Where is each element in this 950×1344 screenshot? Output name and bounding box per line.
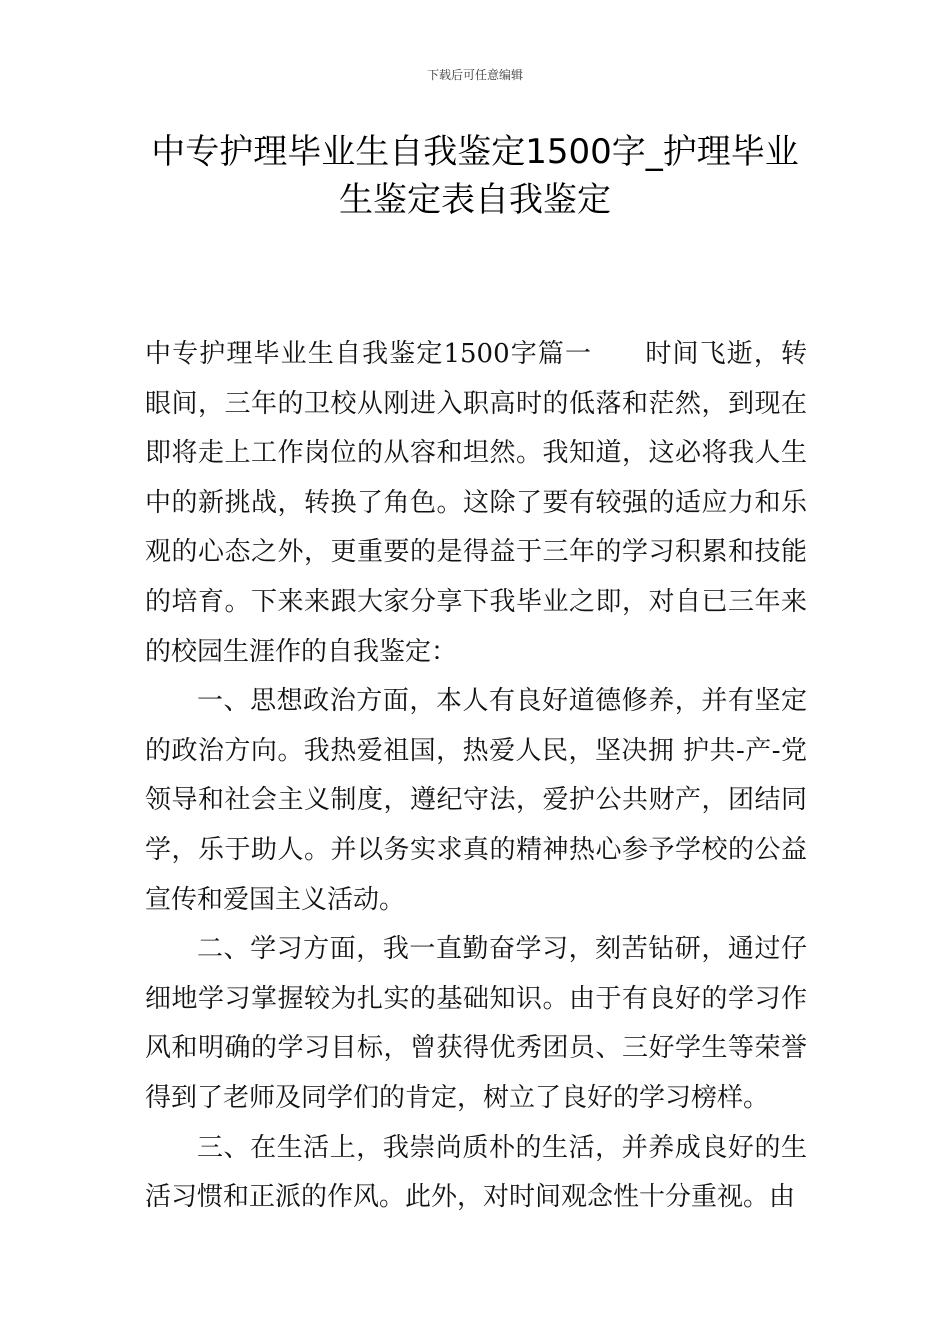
document-title: 中专护理毕业生自我鉴定1500字_护理毕业生鉴定表自我鉴定 xyxy=(151,132,799,220)
section-heading: 中专护理毕业生自我鉴定1500字篇一 xyxy=(145,339,593,369)
header-note: 下载后可任意编辑 xyxy=(426,68,523,82)
paragraph-study: 二、学习方面，我一直勤奋学习，刻苦钻研，通过仔细地学习掌握较为扎实的基础知识。由于有良好的学习作风和明确的学习目标，曾获得优秀团员、三好学生等荣誉得到了老师及同学们的肯定，树立了良好的学习榜样。 xyxy=(145,934,807,1113)
document-body xyxy=(145,330,807,1223)
paragraph-life: 三、在生活上，我崇尚质朴的生活，并养成良好的生活习惯和正派的作风。此外，对时间观念性十分重视。由 xyxy=(145,1132,807,1213)
paragraph-political: 一、思想政治方面，本人有良好道德修养，并有坚定的政治方向。我热爱祖国，热爱人民，坚决拥 护共-产-党领导和社会主义制度，遵纪守法，爱护公共财产，团结同学，乐于助人。并以务实求真的精神热心参予学校的公益宣传和爱国主义活动。 xyxy=(145,686,807,915)
intro-text: 时间飞逝，转眼间，三年的卫校从刚进入职高时的低落和茫然，到现在即将走上工作岗位的从容和坦然。我知道，这必将我人生中的新挑战，转换了角色。这除了要有较强的适应力和乐观的心态之外，更重要的是得益于三年的学习积累和技能的培育。下来来跟大家分享下我毕业之即，对自已三年来的校园生涯作的自我鉴定： xyxy=(145,339,807,667)
intro-paragraph xyxy=(145,330,807,677)
